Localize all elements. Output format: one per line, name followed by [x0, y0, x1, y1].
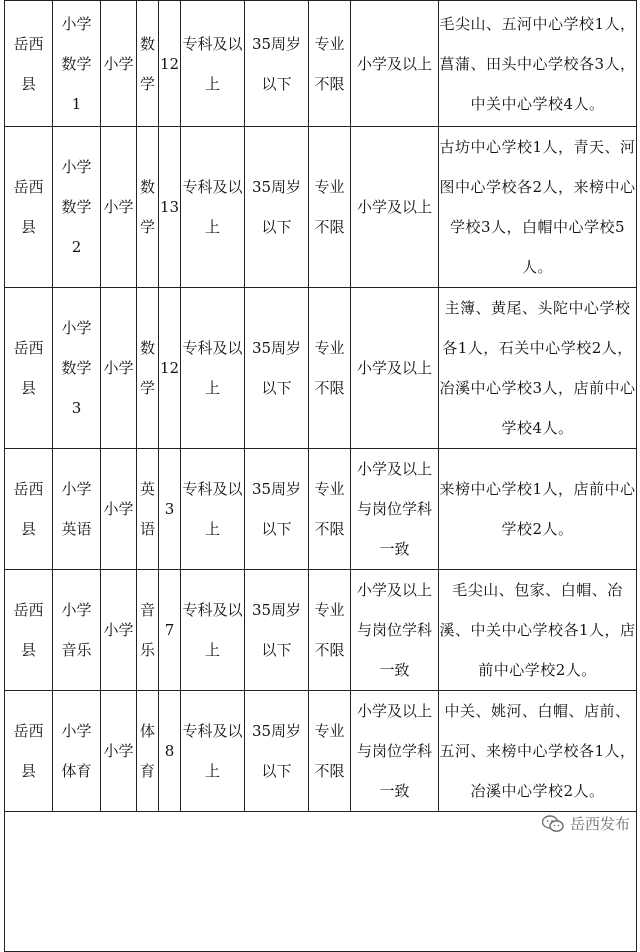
post-name-cell [53, 1, 101, 127]
age-limit-cell [245, 691, 309, 812]
subject-cell-text: 英语 [139, 480, 155, 538]
schools-allocation-cell-text: 古坊中心学校1人，青天、河图中心学校各2人，来榜中心学校3人，白帽中心学校5人。 [439, 138, 636, 276]
headcount-cell [159, 1, 181, 127]
major-cell-text: 专业不限 [314, 722, 345, 780]
certificate-cell [351, 1, 439, 127]
post-name-cell [53, 691, 101, 812]
major-cell-text: 专业不限 [314, 34, 345, 93]
headcount-cell-text: 13 [159, 198, 180, 216]
post-name-cell-text: 小学数学3 [61, 319, 92, 417]
table-row [5, 127, 637, 288]
schools-allocation-cell [439, 449, 637, 570]
headcount-cell [159, 127, 181, 288]
school-level-cell-text: 小学 [103, 198, 134, 216]
major-cell [309, 1, 351, 127]
subject-cell [137, 1, 159, 127]
schools-allocation-cell [439, 1, 637, 127]
watermark-label: 岳西发布 [569, 815, 630, 833]
school-level-cell [101, 1, 137, 127]
recruitment-table [4, 0, 637, 952]
subject-cell-text: 数学 [139, 34, 155, 93]
certificate-cell-text: 小学及以上与岗位学科一致 [356, 460, 432, 558]
county-cell [5, 127, 53, 288]
table-body [5, 1, 637, 952]
schools-allocation-cell [439, 691, 637, 812]
age-limit-cell-text: 35周岁以下 [251, 339, 302, 397]
county-cell-text: 岳西县 [13, 339, 44, 397]
major-cell-text: 专业不限 [314, 601, 345, 659]
county-cell-text: 岳西县 [13, 601, 44, 659]
education-cell [181, 570, 245, 691]
education-cell [181, 127, 245, 288]
schools-allocation-cell-text: 来榜中心学校1人，店前中心学校2人。 [439, 480, 636, 538]
headcount-cell [159, 691, 181, 812]
education-cell [181, 1, 245, 127]
certificate-cell [351, 570, 439, 691]
post-name-cell [53, 449, 101, 570]
education-cell [181, 288, 245, 449]
major-cell [309, 127, 351, 288]
subject-cell [137, 288, 159, 449]
schools-allocation-cell [439, 288, 637, 449]
certificate-cell-text: 小学及以上 [356, 54, 432, 73]
county-cell-text: 岳西县 [13, 480, 44, 538]
post-name-cell [53, 127, 101, 288]
schools-allocation-cell-text: 中关、姚河、白帽、店前、五河、来榜中心学校各1人，冶溪中心学校2人。 [439, 702, 636, 800]
county-cell-text: 岳西县 [13, 722, 44, 780]
major-cell [309, 691, 351, 812]
subject-cell [137, 691, 159, 812]
county-cell [5, 1, 53, 127]
certificate-cell [351, 691, 439, 812]
certificate-cell [351, 288, 439, 449]
certificate-cell-text: 小学及以上 [356, 198, 432, 216]
post-name-cell-text: 小学数学2 [61, 158, 92, 256]
major-cell-text: 专业不限 [314, 178, 345, 236]
education-cell [181, 449, 245, 570]
headcount-cell [159, 449, 181, 570]
major-cell [309, 449, 351, 570]
post-name-cell-text: 小学音乐 [61, 601, 92, 659]
school-level-cell-text: 小学 [103, 500, 134, 518]
certificate-cell [351, 449, 439, 570]
major-cell-text: 专业不限 [314, 339, 345, 397]
post-name-cell [53, 288, 101, 449]
schools-allocation-cell [439, 570, 637, 691]
headcount-cell-text: 12 [159, 359, 180, 377]
certificate-cell [351, 127, 439, 288]
county-cell [5, 691, 53, 812]
county-cell-text: 岳西县 [13, 34, 44, 93]
certificate-cell-text: 小学及以上 [356, 359, 432, 377]
certificate-cell-text: 小学及以上与岗位学科一致 [356, 702, 432, 800]
education-cell-text: 专科及以上 [182, 339, 243, 397]
schools-allocation-cell-text: 主簿、黄尾、头陀中心学校各1人，石关中心学校2人，冶溪中心学校3人，店前中心学校4人。 [439, 299, 636, 437]
headcount-cell-text: 7 [164, 621, 175, 639]
headcount-cell-text: 8 [164, 742, 175, 760]
school-level-cell-text: 小学 [103, 621, 134, 639]
age-limit-cell-text: 35周岁以下 [251, 722, 302, 780]
table-row [5, 288, 637, 449]
school-level-cell [101, 691, 137, 812]
table-row [5, 570, 637, 691]
age-limit-cell [245, 288, 309, 449]
age-limit-cell [245, 1, 309, 127]
subject-cell-text: 体育 [139, 722, 155, 780]
education-cell [181, 691, 245, 812]
school-level-cell [101, 449, 137, 570]
education-cell-text: 专科及以上 [182, 722, 243, 780]
headcount-cell [159, 288, 181, 449]
school-level-cell [101, 288, 137, 449]
age-limit-cell [245, 570, 309, 691]
education-cell-text: 专科及以上 [182, 178, 243, 236]
subject-cell [137, 570, 159, 691]
schools-allocation-cell-text: 毛尖山、五河中心学校1人，菖蒲、田头中心学校各3人，中关中心学校4人。 [439, 14, 636, 113]
table-row [5, 449, 637, 570]
schools-allocation-cell [439, 127, 637, 288]
watermark [542, 813, 630, 834]
subject-cell-text: 音乐 [139, 601, 155, 659]
post-name-cell-text: 小学体育 [61, 722, 92, 780]
county-cell [5, 449, 53, 570]
headcount-cell-text: 3 [164, 500, 175, 518]
table-row [5, 691, 637, 812]
subject-cell-text: 数学 [139, 178, 155, 236]
school-level-cell [101, 127, 137, 288]
age-limit-cell-text: 35周岁以下 [251, 480, 302, 538]
major-cell-text: 专业不限 [314, 480, 345, 538]
school-level-cell-text: 小学 [103, 359, 134, 377]
schools-allocation-cell-text: 毛尖山、包家、白帽、冶溪、中关中心学校各1人，店前中心学校2人。 [439, 581, 636, 679]
age-limit-cell-text: 35周岁以下 [251, 34, 302, 93]
school-level-cell-text: 小学 [103, 742, 134, 760]
major-cell [309, 288, 351, 449]
school-level-cell [101, 570, 137, 691]
post-name-cell-text: 小学英语 [61, 480, 92, 538]
headcount-cell-text: 12 [159, 54, 180, 73]
post-name-cell-text: 小学数学1 [61, 14, 92, 113]
subject-cell [137, 127, 159, 288]
county-cell-text: 岳西县 [13, 178, 44, 236]
county-cell [5, 570, 53, 691]
post-name-cell [53, 570, 101, 691]
age-limit-cell [245, 127, 309, 288]
wechat-icon [542, 815, 564, 833]
county-cell [5, 288, 53, 449]
major-cell [309, 570, 351, 691]
headcount-cell [159, 570, 181, 691]
education-cell-text: 专科及以上 [182, 34, 243, 93]
education-cell-text: 专科及以上 [182, 601, 243, 659]
age-limit-cell-text: 35周岁以下 [251, 601, 302, 659]
table-row [5, 1, 637, 127]
certificate-cell-text: 小学及以上与岗位学科一致 [356, 581, 432, 679]
age-limit-cell [245, 449, 309, 570]
education-cell-text: 专科及以上 [182, 480, 243, 538]
subject-cell [137, 449, 159, 570]
school-level-cell-text: 小学 [103, 54, 134, 73]
age-limit-cell-text: 35周岁以下 [251, 178, 302, 236]
subject-cell-text: 数学 [139, 339, 155, 397]
